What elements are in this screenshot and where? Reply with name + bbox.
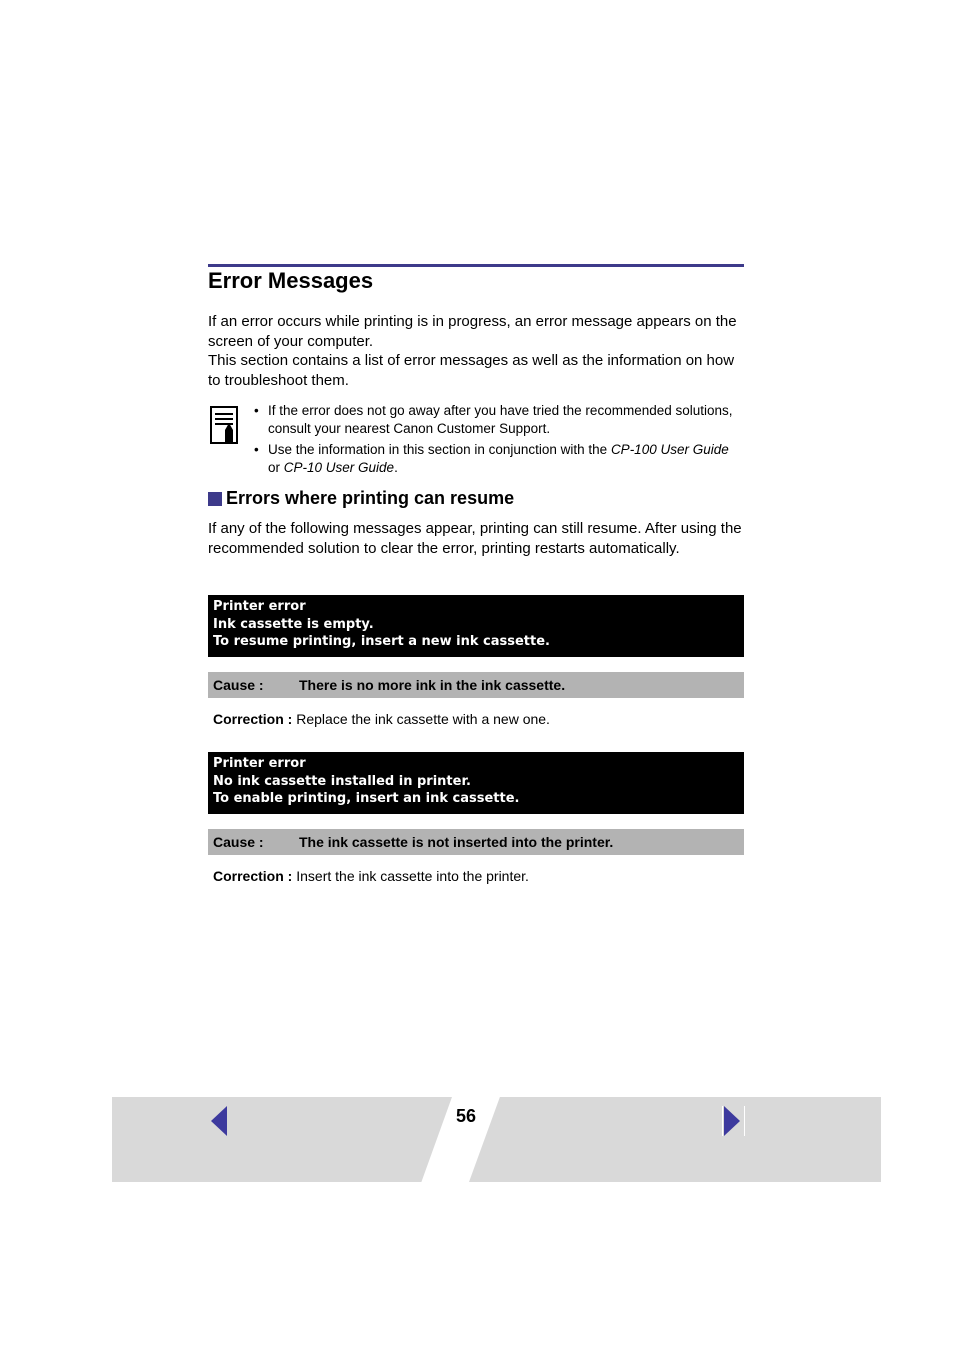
note-item-text: Use the information in this section in conjunction with the	[268, 442, 611, 457]
square-bullet-icon	[208, 492, 222, 506]
cause-label: Cause :	[213, 677, 264, 693]
error-line: Ink cassette is empty.	[213, 616, 374, 632]
nav-panel-right	[469, 1097, 881, 1182]
guide-reference: CP-100 User Guide	[610, 442, 729, 457]
correction-text: Insert the ink cassette into the printer.	[296, 868, 529, 884]
cause-row	[208, 672, 744, 698]
triangle-right-icon[interactable]	[724, 1106, 740, 1136]
intro-text	[208, 312, 748, 390]
cause-text: The ink cassette is not inserted into the printer.	[299, 834, 614, 850]
page-number: 56	[456, 1106, 477, 1126]
intro-paragraph-2: This section contains a list of error messages as well as the information on how to troubleshoot them.	[208, 352, 735, 389]
intro-paragraph-1: If an error occurs while printing is in progress, an error message appears on the screen of your computer.	[208, 313, 737, 350]
guide-reference: CP-10 User Guide	[283, 460, 395, 475]
section-text: If any of the following messages appear, printing can still resume. After using the recommended solution to clear the error, printing restarts automatically.	[208, 520, 742, 557]
correction-row	[213, 867, 529, 885]
correction-label: Correction :	[213, 711, 293, 727]
page-title: Error Messages	[208, 268, 374, 293]
correction-text: Replace the ink cassette with a new one.	[296, 711, 550, 727]
section-heading-text: Errors where printing can resume	[226, 488, 515, 508]
error-line: To enable printing, insert an ink cassette.	[213, 791, 520, 806]
divider	[722, 1106, 723, 1136]
error-line: No ink cassette installed in printer.	[213, 773, 471, 789]
divider	[744, 1106, 745, 1136]
note-item-text: If the error does not go away after you have tried the recommended solutions, consult your nearest Canon Customer Support.	[268, 403, 733, 436]
error-message-box	[208, 752, 744, 814]
title-rule	[208, 264, 744, 267]
correction-row	[213, 710, 550, 728]
section-heading	[208, 488, 514, 509]
error-message-box	[208, 595, 744, 657]
note-item	[254, 441, 744, 477]
note-item-text: or	[268, 460, 284, 475]
note-item-text: .	[394, 460, 398, 475]
note-item	[254, 402, 744, 438]
correction-label: Correction :	[213, 868, 293, 884]
cause-label: Cause :	[213, 834, 264, 850]
error-line: Printer error	[213, 599, 306, 614]
memo-note-icon	[210, 406, 238, 444]
cause-text: There is no more ink in the ink cassette.	[299, 677, 566, 693]
cause-row	[208, 829, 744, 855]
triangle-left-icon[interactable]	[211, 1106, 227, 1136]
nav-panel-left	[112, 1097, 452, 1182]
error-line: To resume printing, insert a new ink cassette.	[213, 634, 550, 649]
error-line: Printer error	[213, 756, 306, 771]
note-list	[254, 402, 744, 480]
